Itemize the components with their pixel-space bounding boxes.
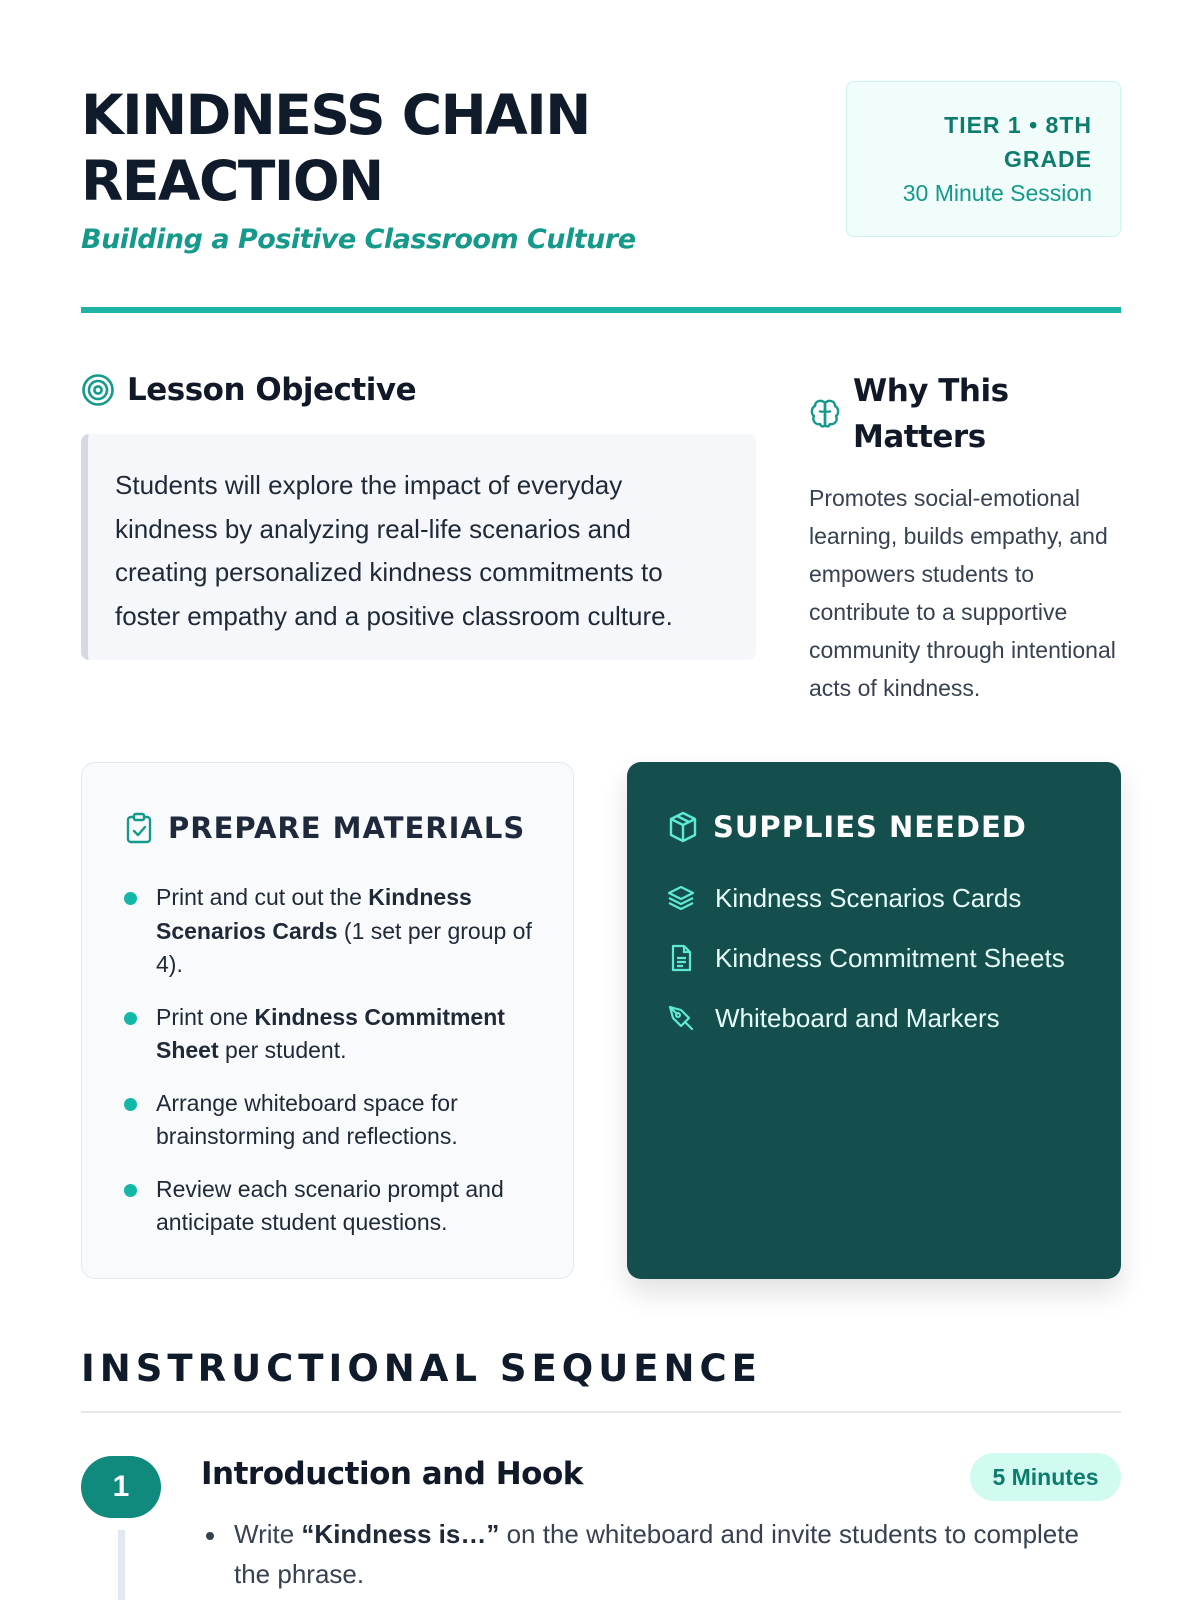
list-item: Review each scenario prompt and anticipate student questions. [122, 1173, 542, 1240]
objective-heading-row [81, 372, 416, 408]
supplies-heading-row [667, 810, 1027, 844]
why-text: Promotes social-emotional learning, builds empathy, and empowers students to contribute to a supportive community through intentional acts of kindness. [809, 485, 1116, 701]
list-item: Print one Kindness Commitment Sheet per student. [122, 1001, 542, 1068]
step-number-badge: 1 [81, 1456, 161, 1518]
supply-label: Whiteboard and Markers [715, 1003, 1000, 1033]
prepare-list [122, 881, 542, 1259]
document-icon [667, 944, 695, 972]
sequence-heading: INSTRUCTIONAL SEQUENCE [81, 1347, 762, 1390]
tier-badge-card [846, 81, 1121, 237]
supplies-heading: SUPPLIES NEEDED [713, 810, 1027, 844]
step-bullet-list [201, 1514, 1101, 1594]
box-icon [667, 811, 699, 843]
step-title: Introduction and Hook [201, 1456, 583, 1492]
supply-label: Kindness Commitment Sheets [715, 943, 1065, 973]
page-subtitle: Building a Positive Classroom Culture [81, 224, 636, 255]
supply-item [667, 998, 1097, 1038]
list-item: Write “Kindness is…” on the whiteboard and invite students to complete the phrase. [201, 1514, 1101, 1594]
why-heading: Why This Matters [853, 373, 1009, 455]
list-item: Arrange whiteboard space for brainstorming and reflections. [122, 1087, 542, 1154]
prepare-heading: PREPARE MATERIALS [168, 811, 526, 845]
prepare-heading-row [124, 811, 525, 845]
page-title: KINDNESS CHAIN REACTION [81, 83, 590, 213]
clipboard-check-icon [124, 812, 154, 844]
step-timeline-line [118, 1530, 125, 1600]
bullet-dot [124, 1098, 137, 1111]
supply-item [667, 938, 1097, 978]
bullet-dot [124, 1184, 137, 1197]
lesson-plan-page [81, 0, 1121, 1600]
bullet-dot [124, 892, 137, 905]
prepare-materials-card [81, 762, 574, 1279]
marker-icon [667, 1004, 695, 1032]
bullet-dot [124, 1012, 137, 1025]
sequence-divider [81, 1411, 1121, 1413]
supplies-list [667, 878, 1097, 1058]
supplies-card [627, 762, 1121, 1279]
step-duration-badge: 5 Minutes [970, 1453, 1121, 1501]
supply-label: Kindness Scenarios Cards [715, 883, 1022, 913]
brain-icon [810, 398, 840, 430]
header-divider [81, 307, 1121, 313]
target-icon [81, 373, 115, 407]
supply-item [667, 878, 1097, 918]
objective-heading: Lesson Objective [127, 372, 417, 408]
bullet-dot [206, 1532, 214, 1540]
objective-box [81, 434, 756, 660]
layers-icon [667, 884, 695, 912]
tier-grade-line-2: GRADE [1003, 146, 1092, 172]
list-item: Print and cut out the Kindness Scenarios Cards (1 set per group of 4). [122, 881, 542, 982]
objective-text: Students will explore the impact of everyday kindness by analyzing real-life scenarios and creating personalized kindness commitments to foster empathy and a positive classroom culture. [115, 470, 673, 631]
session-duration: 30 Minute Session [902, 180, 1092, 206]
tier-grade-line-1: TIER 1 • 8TH [944, 112, 1092, 138]
